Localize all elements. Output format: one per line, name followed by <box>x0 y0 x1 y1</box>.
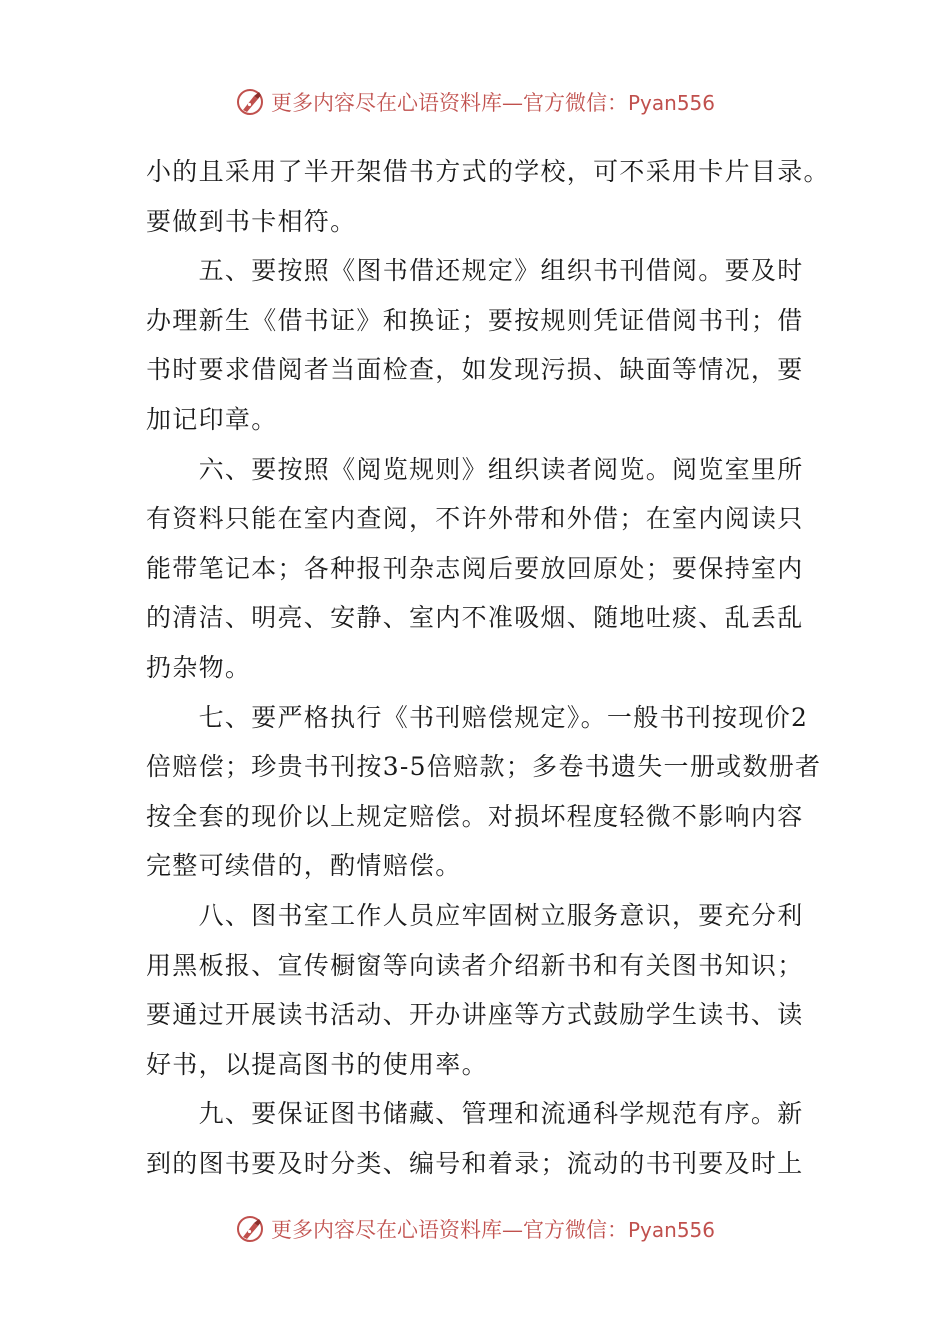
text-line: 能带笔记本；各种报刊杂志阅后要放回原处；要保持室内 <box>146 553 804 583</box>
text-line: 书时要求借阅者当面检查，如发现污损、缺面等情况，要 <box>146 355 804 385</box>
header-text <box>271 87 715 117</box>
footer-label: 更多内容尽在心语资料库—官方微信： <box>270 1218 628 1242</box>
text-line: 到的图书要及时分类、编号和着录；流动的书刊要及时上 <box>146 1148 804 1178</box>
pen-nib-logo-icon <box>235 1214 265 1244</box>
text-line: 要做到书卡相符。 <box>146 206 357 236</box>
text-line: 好书，以提高图书的使用率。 <box>146 1049 488 1079</box>
text-line: 按全套的现价以上规定赔偿。对损坏程度轻微不影响内容 <box>146 801 804 831</box>
pen-nib-logo-icon <box>235 87 265 117</box>
text-line: 用黑板报、宣传橱窗等向读者介绍新书和有关图书知识； <box>146 950 804 980</box>
text-line: 要通过开展读书活动、开办讲座等方式鼓励学生读书、读 <box>146 1000 804 1030</box>
text-line: 加记印章。 <box>146 404 278 434</box>
header-banner <box>0 82 950 122</box>
text-line: 小的且采用了半开架借书方式的学校，可不采用卡片目录。 <box>146 157 830 186</box>
text-line: 完整可续借的，酌情赔偿。 <box>146 851 462 881</box>
text-line: 倍赔偿；珍贵书刊按3-5倍赔款；多卷书遗失一册或数册者 <box>146 752 822 782</box>
footer-wechat-id: Pyan556 <box>627 1218 715 1242</box>
header-wechat-id: Pyan556 <box>627 91 715 115</box>
text-line: 五、要按照《图书借还规定》组织书刊借阅。要及时 <box>146 256 804 286</box>
footer-banner <box>0 1209 950 1249</box>
text-line: 办理新生《借书证》和换证；要按规则凭证借阅书刊；借 <box>146 305 804 335</box>
text-line: 有资料只能在室内查阅，不许外带和外借；在室内阅读只 <box>146 504 804 534</box>
text-line: 七、要严格执行《书刊赔偿规定》。一般书刊按现价2 <box>146 702 809 732</box>
header-label: 更多内容尽在心语资料库—官方微信： <box>270 91 628 115</box>
text-line: 八、图书室工作人员应牢固树立服务意识，要充分利 <box>146 900 804 930</box>
text-line: 六、要按照《阅览规则》组织读者阅览。阅览室里所 <box>146 454 804 484</box>
footer-text <box>271 1214 715 1244</box>
document-body <box>146 147 830 1188</box>
text-line: 九、要保证图书储藏、管理和流通科学规范有序。新 <box>146 1099 804 1129</box>
text-line: 扔杂物。 <box>146 652 252 682</box>
text-line: 的清洁、明亮、安静、室内不准吸烟、随地吐痰、乱丢乱 <box>146 603 804 633</box>
